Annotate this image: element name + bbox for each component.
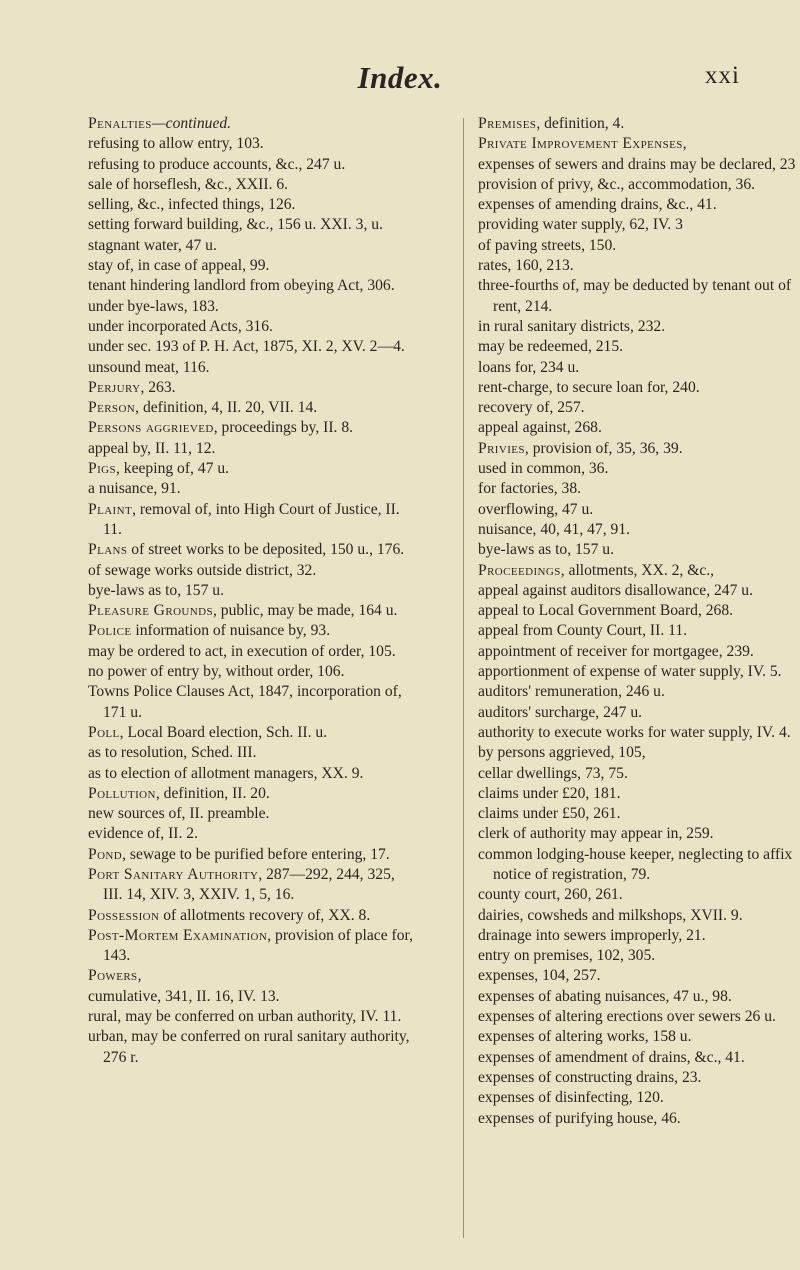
index-entry [88, 966, 418, 986]
index-entry [478, 601, 800, 621]
index-entry [478, 1048, 800, 1068]
entry-subtext: rural, may be conferred on urban authority, IV. 11. [88, 1008, 402, 1026]
index-entry [88, 1027, 418, 1068]
index-entry [88, 317, 418, 337]
index-entry [88, 804, 418, 824]
index-entry [88, 906, 418, 926]
index-entry [478, 540, 800, 560]
index-entry [88, 439, 418, 459]
index-entry [88, 743, 418, 763]
entry-subtext: of paving streets, 150. [478, 236, 617, 254]
index-entry [478, 845, 800, 886]
index-entry [478, 966, 800, 986]
entry-subtext: expenses of disinfecting, 120. [478, 1089, 664, 1107]
index-entry [88, 276, 418, 296]
index-entry [88, 459, 418, 479]
index-entry [478, 723, 800, 743]
entry-subtext: apportionment of expense of water supply, IV. 5. [478, 663, 782, 681]
index-entry [478, 1027, 800, 1047]
index-entry [478, 581, 800, 601]
entry-text: , keeping of, 47 u. [116, 460, 230, 478]
entry-subtext: as to resolution, Sched. III. [88, 744, 257, 762]
index-entry [88, 540, 418, 560]
entry-subtext: urban, may be conferred on rural sanitary authority, 276 r. [88, 1028, 410, 1066]
entry-subtext: appeal from County Court, II. 11. [478, 622, 688, 640]
entry-subtext: by persons aggrieved, 105, [478, 744, 646, 762]
index-entry [478, 439, 800, 459]
index-entry [88, 662, 418, 682]
entry-text: , 287—292, 244, 325, III. 14, XIV. 3, XXIV. 1, 5, 16. [103, 865, 395, 904]
entry-text: , provision of, 35, 36, 39. [524, 439, 683, 457]
entry-subtext: unsound meat, 116. [88, 358, 210, 376]
entry-heading: Persons aggrieved [88, 419, 214, 437]
entry-subtext: evidence of, II. 2. [88, 825, 198, 843]
entry-subtext: a nuisance, 91. [88, 480, 181, 498]
entry-subtext: overflowing, 47 u. [478, 500, 594, 518]
entry-subtext: tenant hindering landlord from obeying Act, 306. [88, 277, 395, 295]
entry-text: of allotments recovery of, XX. 8. [159, 906, 371, 924]
entry-subtext: providing water supply, 62, IV. 3 [478, 216, 683, 234]
index-entry [478, 561, 800, 581]
entry-subtext: expenses of amending drains, &c., 41. [478, 196, 717, 214]
index-entry [478, 1088, 800, 1108]
index-entry [88, 134, 418, 154]
index-entry [88, 865, 418, 906]
index-entry [88, 824, 418, 844]
index-entry [478, 479, 800, 499]
index-entry [478, 1109, 800, 1129]
entry-subtext: nuisance, 40, 41, 47, 91. [478, 520, 631, 538]
entry-subtext: appointment of receiver for mortgagee, 239. [478, 642, 754, 660]
entry-text: information of nuisance by, 93. [131, 622, 331, 640]
entry-subtext: expenses of constructing drains, 23. [478, 1068, 702, 1086]
entry-subtext: dairies, cowsheds and milkshops, XVII. 9. [478, 906, 743, 924]
index-entry [88, 764, 418, 784]
entry-heading: Pond [88, 845, 123, 863]
entry-text: , public, may be made, 164 u. [212, 602, 398, 620]
entry-subtext: clerk of authority may appear in, 259. [478, 825, 714, 843]
index-entry [478, 175, 800, 195]
entry-text: , 263. [140, 378, 176, 396]
index-entry [478, 276, 800, 317]
entry-subtext: expenses of altering erections over sewers 26 u. [478, 1008, 776, 1026]
entry-heading: Private Improvement Expenses [478, 135, 683, 153]
index-entry [478, 804, 800, 824]
entry-text: , proceedings by, II. 8. [213, 419, 354, 437]
entry-subtext: rates, 160, 213. [478, 257, 574, 275]
index-entry [88, 155, 418, 175]
index-entry [478, 236, 800, 256]
index-entry [478, 134, 800, 154]
entry-heading: Pleasure Grounds [88, 602, 213, 620]
index-entry [478, 906, 800, 926]
index-entry [478, 317, 800, 337]
entry-subtext: may be redeemed, 215. [478, 338, 624, 356]
entry-subtext: under bye-laws, 183. [88, 297, 219, 315]
entry-heading: Privies [478, 439, 525, 457]
entry-heading: Police [88, 622, 132, 640]
index-entry [478, 215, 800, 235]
index-entry [478, 662, 800, 682]
index-entry [478, 195, 800, 215]
entry-subtext: drainage into sewers improperly, 21. [478, 926, 706, 944]
index-entry [478, 946, 800, 966]
entry-subtext: authority to execute works for water supply, IV. 4. [478, 723, 791, 741]
entry-subtext: sale of horseflesh, &c., XXII. 6. [88, 175, 289, 193]
index-entry [478, 520, 800, 540]
index-entry [478, 764, 800, 784]
index-entry [88, 987, 418, 1007]
entry-subtext: expenses of abating nuisances, 47 u., 98. [478, 987, 732, 1005]
entry-heading: Plans [88, 541, 128, 559]
entry-subtext: expenses of amendment of drains, &c., 41. [478, 1048, 745, 1066]
index-entry [88, 337, 418, 357]
index-entry [478, 114, 800, 134]
entry-heading: Plaint [88, 500, 133, 518]
entry-heading: Poll [88, 723, 120, 741]
index-entry [88, 642, 418, 662]
entry-subtext: appeal to Local Government Board, 268. [478, 602, 734, 620]
index-entry [478, 885, 800, 905]
entry-subtext: common lodging-house keeper, neglecting to affix notice of registration, 79. [478, 845, 793, 883]
column-divider [463, 118, 464, 1238]
entry-subtext: rent-charge, to secure loan for, 240. [478, 378, 700, 396]
entry-subtext: expenses of sewers and drains may be declared, 23 [478, 155, 796, 173]
index-entry [478, 358, 800, 378]
entry-subtext: provision of privy, &c., accommodation, 36. [478, 175, 756, 193]
index-entry [478, 398, 800, 418]
entry-text: , definition, II. 20. [155, 784, 270, 802]
index-entry [88, 256, 418, 276]
entry-subtext: no power of entry by, without order, 106. [88, 663, 345, 681]
index-entry [478, 642, 800, 662]
index-entry [88, 723, 418, 743]
entry-subtext: of sewage works outside district, 32. [88, 561, 317, 579]
index-entry [478, 824, 800, 844]
entry-subtext: for factories, 38. [478, 480, 582, 498]
entry-heading: Proceedings [478, 561, 561, 579]
entry-subtext: under sec. 193 of P. H. Act, 1875, XI. 2, XV. 2—4. [88, 338, 405, 356]
index-entry [88, 926, 418, 967]
entry-subtext: appeal against, 268. [478, 419, 602, 437]
entry-subtext: appeal against auditors disallowance, 247 u. [478, 581, 753, 599]
entry-subtext: refusing to produce accounts, &c., 247 u. [88, 155, 346, 173]
index-entry [88, 195, 418, 215]
entry-subtext: three-fourths of, may be deducted by tenant out of rent, 214. [478, 277, 792, 315]
entry-subtext: as to election of allotment managers, XX. 9. [88, 764, 364, 782]
page-title: Index. [357, 60, 443, 95]
index-entry [88, 784, 418, 804]
index-entry [478, 784, 800, 804]
index-entry [88, 175, 418, 195]
index-entry [88, 601, 418, 621]
entry-subtext: bye-laws as to, 157 u. [478, 541, 614, 559]
left-column [88, 114, 418, 1068]
index-entry [478, 621, 800, 641]
index-entry [88, 500, 418, 541]
index-entry [88, 682, 418, 723]
entry-subtext: recovery of, 257. [478, 399, 585, 417]
entry-text: , allotments, XX. 2, &c., [560, 561, 715, 579]
index-entry [478, 926, 800, 946]
entry-text: , Local Board election, Sch. II. u. [119, 723, 328, 741]
entry-subtext: refusing to allow entry, 103. [88, 135, 264, 153]
entry-text: , definition, 4. [536, 115, 625, 132]
index-entry [88, 215, 418, 235]
entry-subtext: expenses of altering works, 158 u. [478, 1028, 692, 1046]
entry-subtext: expenses, 104, 257. [478, 967, 601, 985]
entry-subtext: stagnant water, 47 u. [88, 236, 217, 254]
entry-text: of street works to be deposited, 150 u., 176. [127, 541, 405, 559]
entry-heading: Pollution [88, 784, 156, 802]
index-entry [88, 398, 418, 418]
entry-text: , provision of place for, 143. [103, 926, 413, 965]
entry-text: , removal of, into High Court of Justice, II. 11. [103, 500, 400, 538]
entry-subtext: auditors' surcharge, 247 u. [478, 703, 643, 721]
entry-subtext: entry on premises, 102, 305. [478, 947, 656, 965]
entry-text: , definition, 4, II. 20, VII. 14. [135, 399, 318, 417]
entry-subtext: may be ordered to act, in execution of order, 105. [88, 642, 396, 660]
entry-text: , [682, 135, 687, 153]
index-entry [478, 743, 800, 763]
index-entry [88, 378, 418, 398]
index-entry [88, 621, 418, 641]
entry-subtext: used in common, 36. [478, 460, 609, 478]
index-entry [478, 337, 800, 357]
entry-subtext: county court, 260, 261. [478, 886, 623, 904]
entry-heading: Post-Mortem Examination [88, 926, 268, 944]
index-entry [478, 682, 800, 702]
index-entry [88, 845, 418, 865]
entry-subtext: cumulative, 341, II. 16, IV. 13. [88, 987, 280, 1005]
index-entry [88, 297, 418, 317]
entry-subtext: setting forward building, &c., 156 u. XXI. 3, u. [88, 216, 383, 234]
entry-subtext: claims under £50, 261. [478, 805, 621, 823]
index-entry [88, 236, 418, 256]
entry-subtext: auditors' remuneration, 246 u. [478, 683, 665, 701]
index-entry [478, 459, 800, 479]
entry-subtext: loans for, 234 u. [478, 358, 580, 376]
index-entry [88, 479, 418, 499]
entry-subtext: appeal by, II. 11, 12. [88, 439, 216, 457]
entry-heading: Pigs [88, 460, 116, 478]
page-number: xxi [705, 62, 740, 89]
index-entry [88, 1007, 418, 1027]
index-entry [88, 114, 418, 134]
index-entry [478, 418, 800, 438]
index-entry [478, 256, 800, 276]
entry-text: , [137, 967, 142, 985]
entry-subtext: bye-laws as to, 157 u. [88, 581, 224, 599]
entry-heading: Penalties [88, 115, 152, 132]
entry-subtext: under incorporated Acts, 316. [88, 317, 273, 335]
index-entry [88, 418, 418, 438]
entry-heading: Port Sanitary Authority [88, 865, 259, 883]
entry-text: , sewage to be purified before entering, 17. [122, 845, 390, 863]
index-entry [478, 378, 800, 398]
entry-subtext: in rural sanitary districts, 232. [478, 317, 666, 335]
index-entry [478, 500, 800, 520]
entry-subtext: claims under £20, 181. [478, 784, 621, 802]
entry-subtext: expenses of purifying house, 46. [478, 1109, 681, 1127]
entry-subtext: cellar dwellings, 73, 75. [478, 764, 628, 782]
index-entry [478, 1068, 800, 1088]
index-entry [88, 581, 418, 601]
entry-subtext: stay of, in case of appeal, 99. [88, 257, 270, 275]
entry-subtext: Towns Police Clauses Act, 1847, incorporation of, 171 u. [88, 683, 402, 721]
index-entry [478, 987, 800, 1007]
index-entry [478, 1007, 800, 1027]
index-entry [478, 155, 800, 175]
right-column [478, 114, 800, 1129]
entry-heading: Person [88, 399, 136, 417]
entry-heading: Perjury [88, 378, 141, 396]
entry-heading: Possession [88, 906, 160, 924]
entry-text: —continued. [151, 115, 232, 132]
entry-heading: Powers [88, 967, 138, 985]
index-entry [88, 358, 418, 378]
entry-heading: Premises [478, 115, 537, 132]
entry-subtext: new sources of, II. preamble. [88, 805, 270, 823]
index-entry [88, 561, 418, 581]
index-entry [478, 703, 800, 723]
entry-subtext: selling, &c., infected things, 126. [88, 196, 296, 214]
